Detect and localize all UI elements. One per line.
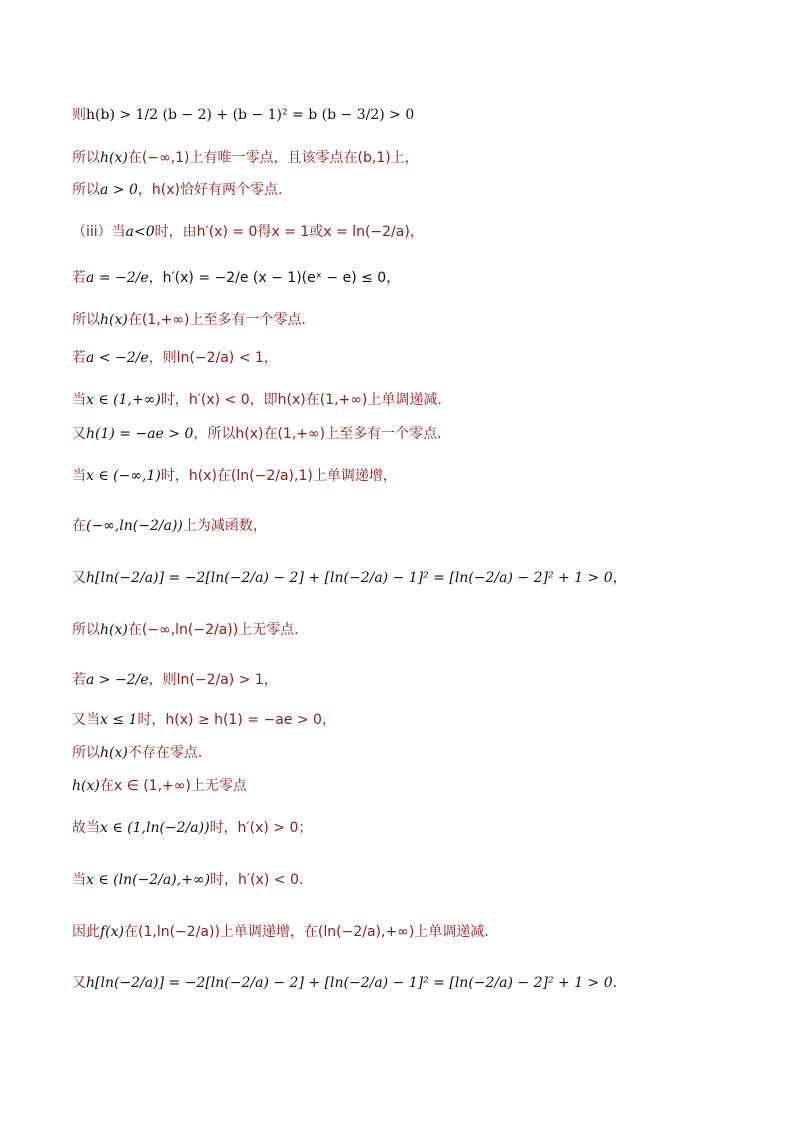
line-16: 所以h(x)不存在零点. [72,745,203,761]
line-21: 又h[ln(−2/a)] = −2[ln(−2/a) − 2] + [ln(−2/a) − 1]² = [ln(−2/a) − 2]² + 1 > 0. [72,975,618,991]
line-8: 当x ∈ (1,+∞)时，h′(x) < 0，即h(x)在(1,+∞)上单调递减. [72,392,442,408]
line-19: 当x ∈ (ln(−2/a),+∞)时，h′(x) < 0. [72,872,304,888]
line-20: 因此f(x)在(1,ln(−2/a))上单调递增，在(ln(−2/a),+∞)上单调递减. [72,924,489,940]
line-3: 所以a > 0，h(x)恰好有两个零点. [72,182,283,198]
line-13: 所以h(x)在(−∞,ln(−2/a))上无零点. [72,622,299,638]
line-18: 故当x ∈ (1,ln(−2/a))时，h′(x) > 0； [72,820,313,836]
line-6: 所以h(x)在(1,+∞)上至多有一个零点. [72,312,306,328]
line-15: 又当x ≤ 1时，h(x) ≥ h(1) = −ae > 0， [72,712,336,728]
line-2: 所以h(x)在(−∞,1)上有唯一零点，且该零点在(b,1)上， [72,150,419,166]
line-5: 若a = −2/e，h′(x) = −2/e (x − 1)(eˣ − e) ≤ 0， [72,270,401,286]
line-10: 当x ∈ (−∞,1)时，h(x)在(ln(−2/a),1)上单调递增， [72,468,397,484]
line-12: 又h[ln(−2/a)] = −2[ln(−2/a) − 2] + [ln(−2/a) − 1]² = [ln(−2/a) − 2]² + 1 > 0， [72,570,627,586]
line-1: 则h(b) > 1/2 (b − 2) + (b − 1)² = b (b − 3/2) > 0 [72,107,415,123]
line-4: （iii）当a<0时，由h′(x) = 0得x = 1或x = ln(−2/a)， [72,224,424,240]
line-17: h(x)在x ∈ (1,+∞)上无零点 [72,778,247,794]
line-14: 若a > −2/e，则ln(−2/a) > 1， [72,672,278,688]
line-7: 若a < −2/e，则ln(−2/a) < 1， [72,350,278,366]
line-9: 又h(1) = −ae > 0，所以h(x)在(1,+∞)上至多有一个零点. [72,426,442,442]
line-11: 在(−∞,ln(−2/a))上为减函数， [72,518,267,534]
